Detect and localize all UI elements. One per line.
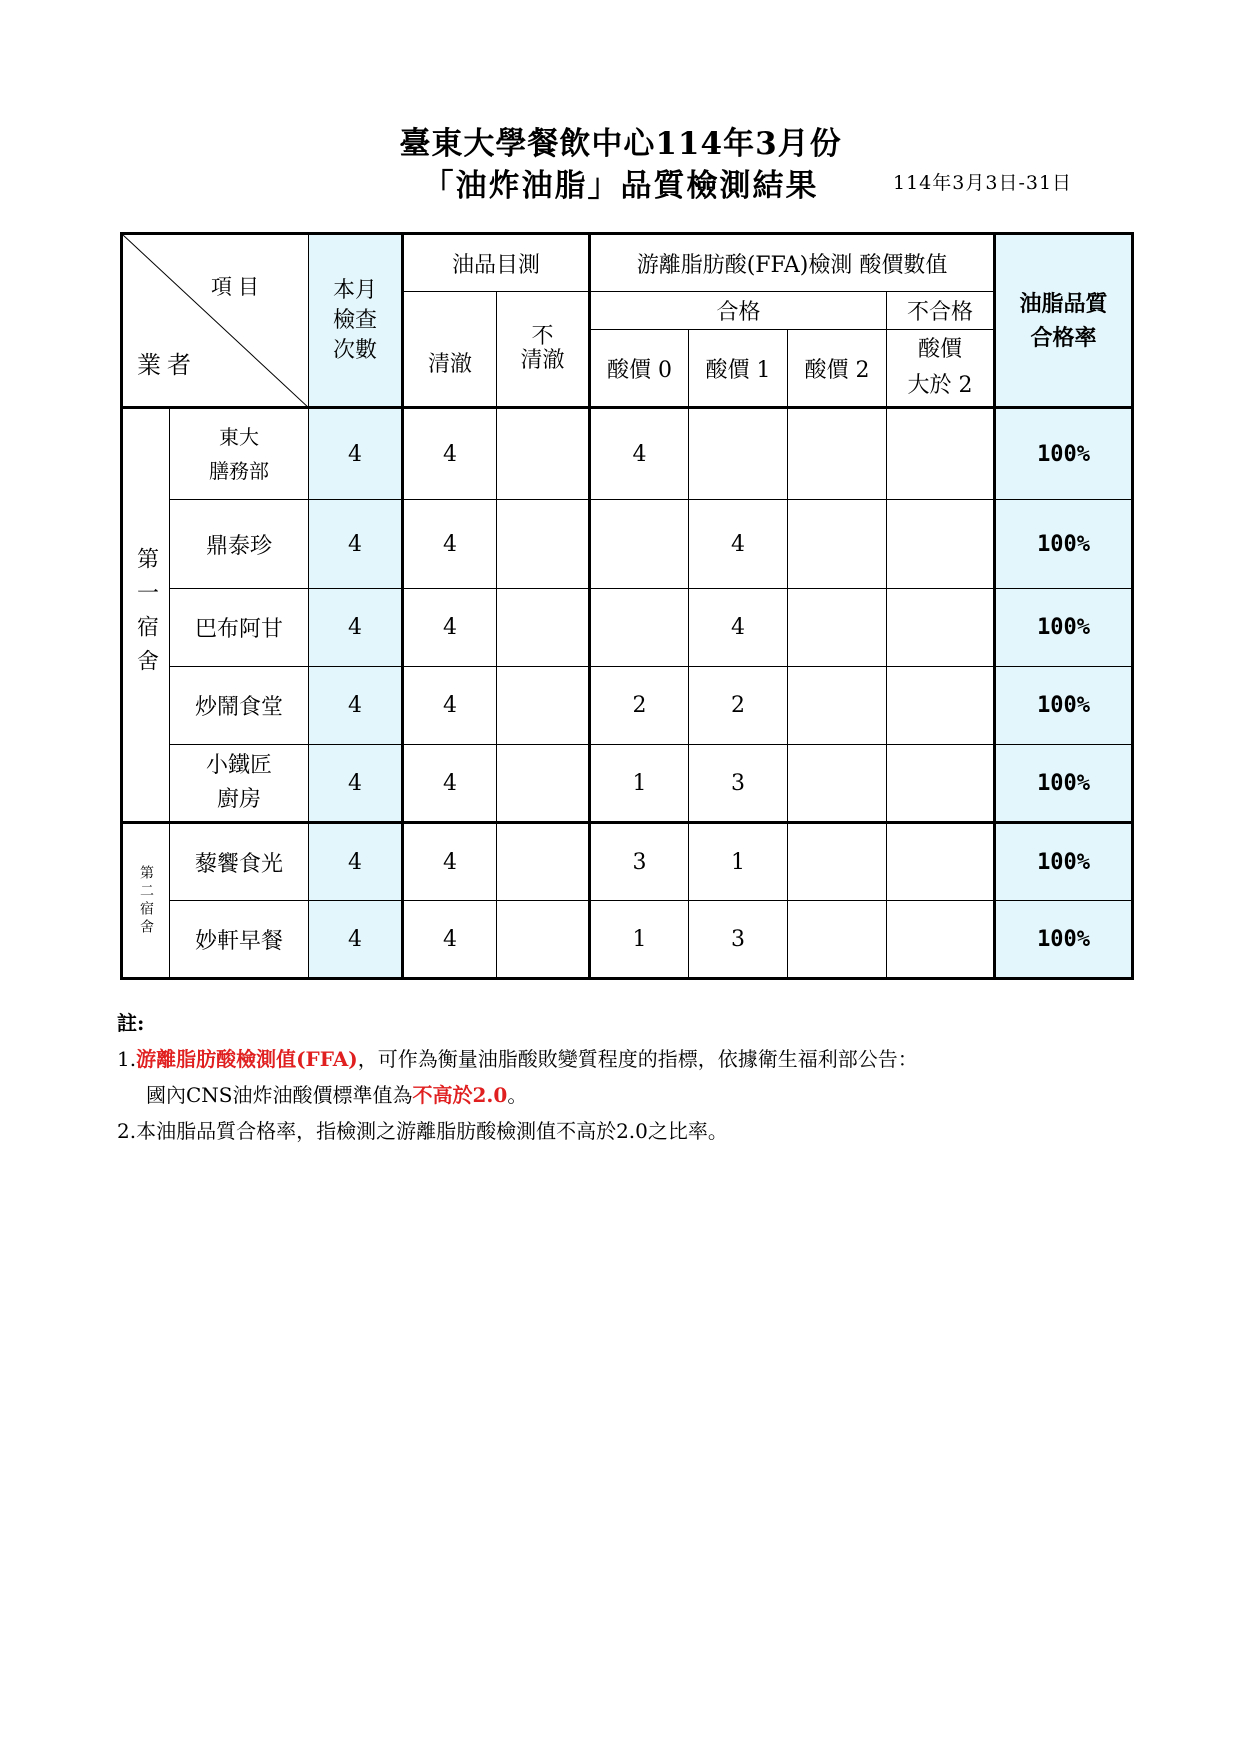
vendor-cell: 炒鬧食堂 — [170, 667, 309, 745]
acid-gt2-cell — [887, 500, 995, 589]
checks-cell: 4 — [309, 745, 403, 823]
vendor-cell: 鼎泰珍 — [170, 500, 309, 589]
acid2-cell — [788, 823, 887, 901]
checks-cell: 4 — [309, 408, 403, 500]
item-header-label: 項目 — [211, 275, 265, 299]
clear-cell: 4 — [403, 745, 497, 823]
acid1-cell: 2 — [689, 667, 788, 745]
visual-header: 油品目測 — [403, 234, 590, 292]
checks-cell: 4 — [309, 901, 403, 979]
rate-header-line2: 合格率 — [1030, 324, 1097, 351]
checks-header-line2: 檢查 — [332, 307, 377, 333]
acid2-cell — [788, 589, 887, 667]
clear-cell: 4 — [403, 667, 497, 745]
acid0-cell: 2 — [590, 667, 689, 745]
acid0-cell — [590, 589, 689, 667]
not-clear-header-line1: 不 — [531, 324, 554, 349]
group-label: 第二宿舍 — [122, 823, 170, 979]
vendor-cell: 巴布阿甘 — [170, 589, 309, 667]
acid2-cell — [788, 745, 887, 823]
table-row — [122, 589, 1133, 667]
not-clear-header — [497, 292, 590, 408]
acid-gt2-header — [887, 330, 995, 408]
checks-cell: 4 — [309, 589, 403, 667]
clear-cell: 4 — [403, 823, 497, 901]
acid2-cell — [788, 901, 887, 979]
acid1-header: 酸價 1 — [689, 330, 788, 408]
table-row — [122, 823, 1133, 901]
group-label: 第一宿舍 — [122, 408, 170, 823]
acid-gt2-header-line2: 大於 2 — [907, 373, 973, 398]
acid-gt2-cell — [887, 408, 995, 500]
acid1-cell: 4 — [689, 589, 788, 667]
table-row — [122, 500, 1133, 589]
note-1: 1.游離脂肪酸檢測值(FFA)，可作為衡量油脂酸敗變質程度的指標，依據衛生福利部公告： — [117, 1047, 918, 1071]
not-clear-cell — [497, 901, 590, 979]
rate-cell: 100% — [995, 589, 1133, 667]
acid2-header: 酸價 2 — [788, 330, 887, 408]
acid1-cell: 3 — [689, 901, 788, 979]
diagonal-line — [123, 235, 310, 409]
clear-cell: 4 — [403, 589, 497, 667]
rate-header — [995, 234, 1133, 408]
rate-cell: 100% — [995, 667, 1133, 745]
page-subtitle: 「油炸油脂」品質檢測結果 — [422, 168, 819, 204]
item-vendor-header — [122, 234, 309, 408]
checks-header-line1: 本月 — [332, 277, 377, 303]
acid-gt2-cell — [887, 589, 995, 667]
not-clear-cell — [497, 667, 590, 745]
acid0-cell: 3 — [590, 823, 689, 901]
vendor-header-label: 業者 — [137, 351, 197, 379]
acid-gt2-cell — [887, 901, 995, 979]
not-clear-cell — [497, 745, 590, 823]
note-2: 2.本油脂品質合格率，指檢測之游離脂肪酸檢測值不高於2.0之比率。 — [117, 1119, 728, 1143]
acid0-cell: 4 — [590, 408, 689, 500]
notes — [117, 1005, 918, 1149]
not-clear-header-line2: 清澈 — [520, 348, 565, 373]
table-row — [122, 408, 1133, 500]
acid1-cell: 4 — [689, 500, 788, 589]
table-row — [122, 745, 1133, 823]
rate-header-line1: 油脂品質 — [1019, 290, 1108, 317]
page-title: 臺東大學餐飲中心114年3月份 — [399, 126, 842, 162]
acid1-cell: 1 — [689, 823, 788, 901]
note-1b-highlight: 不高於2.0 — [412, 1083, 508, 1107]
acid0-cell — [590, 500, 689, 589]
notes-heading: 註: — [117, 1011, 145, 1035]
checks-cell: 4 — [309, 500, 403, 589]
vendor-cell: 東大 膳務部 — [170, 408, 309, 500]
note-1-continued: 國內CNS油炸油酸價標準值為不高於2.0。 — [146, 1083, 528, 1107]
fail-header: 不合格 — [887, 292, 995, 330]
acid-gt2-header-line1: 酸價 — [918, 337, 963, 362]
acid2-cell — [788, 408, 887, 500]
clear-cell: 4 — [403, 500, 497, 589]
table-row — [122, 901, 1133, 979]
vendor-cell: 小鐵匠 廚房 — [170, 745, 309, 823]
not-clear-cell — [497, 823, 590, 901]
inspection-table — [120, 232, 1134, 980]
checks-cell: 4 — [309, 823, 403, 901]
date-range: 114年3月3日-31日 — [893, 172, 1073, 194]
acid-gt2-cell — [887, 667, 995, 745]
acid0-cell: 1 — [590, 745, 689, 823]
not-clear-cell — [497, 589, 590, 667]
rate-cell: 100% — [995, 745, 1133, 823]
rate-cell: 100% — [995, 901, 1133, 979]
clear-header: 清澈 — [403, 292, 497, 408]
clear-cell: 4 — [403, 901, 497, 979]
note-1-highlight: 游離脂肪酸檢測值(FFA) — [136, 1047, 358, 1071]
acid0-header: 酸價 0 — [590, 330, 689, 408]
ffa-header: 游離脂肪酸(FFA)檢測 酸價數值 — [590, 234, 995, 292]
clear-cell: 4 — [403, 408, 497, 500]
rate-cell: 100% — [995, 823, 1133, 901]
pass-header: 合格 — [590, 292, 887, 330]
acid-gt2-cell — [887, 823, 995, 901]
checks-header-line3: 次數 — [332, 337, 377, 363]
not-clear-cell — [497, 500, 590, 589]
acid1-cell — [689, 408, 788, 500]
acid2-cell — [788, 500, 887, 589]
checks-header — [309, 234, 403, 408]
vendor-cell: 藜饗食光 — [170, 823, 309, 901]
not-clear-cell — [497, 408, 590, 500]
table-row — [122, 667, 1133, 745]
acid-gt2-cell — [887, 745, 995, 823]
acid1-cell: 3 — [689, 745, 788, 823]
acid2-cell — [788, 667, 887, 745]
rate-cell: 100% — [995, 408, 1133, 500]
checks-cell: 4 — [309, 667, 403, 745]
rate-cell: 100% — [995, 500, 1133, 589]
vendor-cell: 妙軒早餐 — [170, 901, 309, 979]
acid0-cell: 1 — [590, 901, 689, 979]
